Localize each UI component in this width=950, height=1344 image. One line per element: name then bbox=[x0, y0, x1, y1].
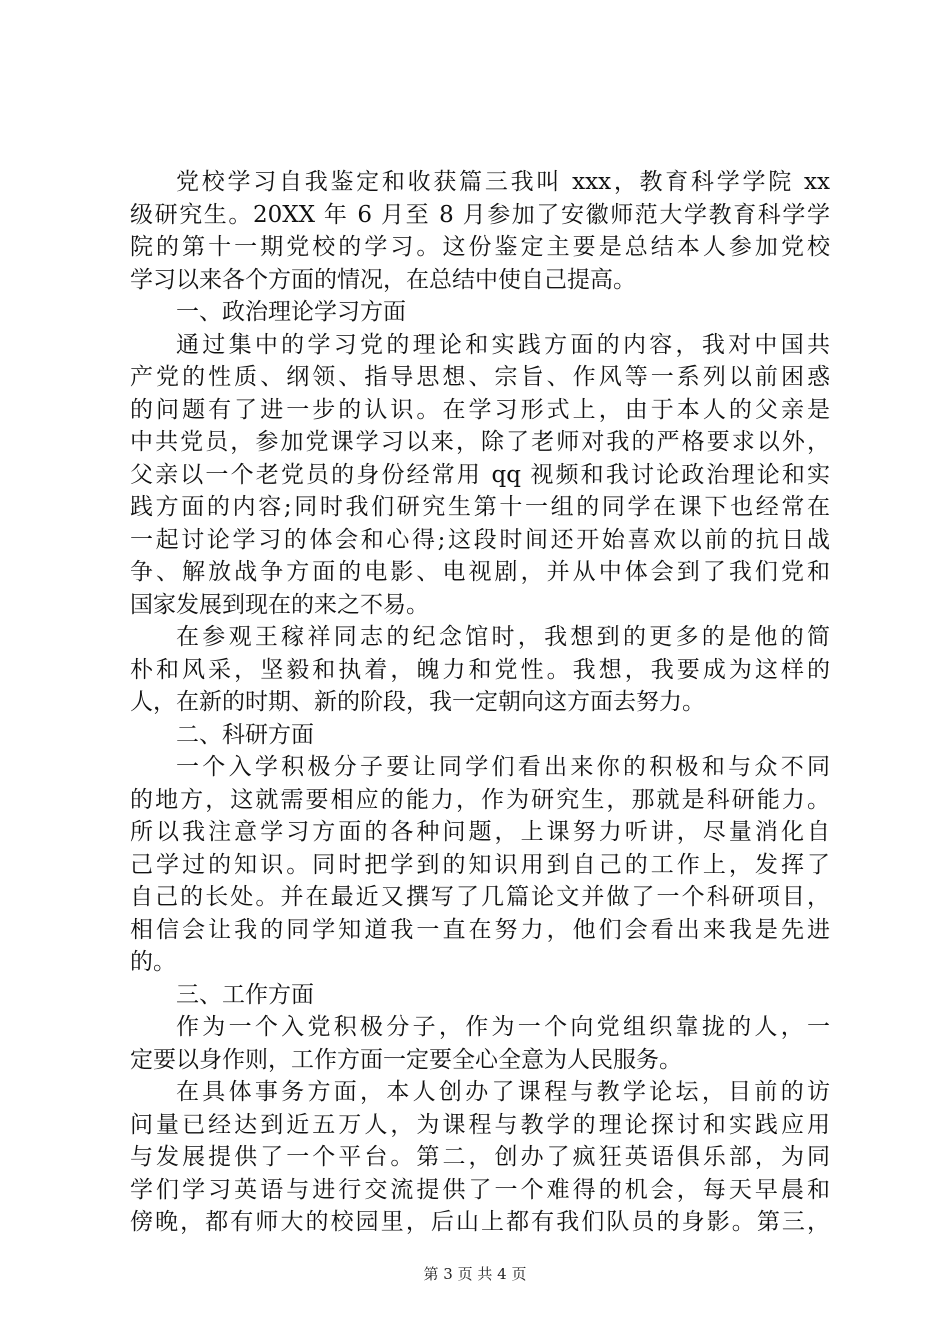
text-line: 一个入学积极分子要让同学们看出来你的积极和与众不同 bbox=[176, 754, 830, 780]
text-line: 中共党员，参加党课学习以来，除了老师对我的严格要求以外， bbox=[130, 429, 830, 455]
text-line: 在具体事务方面，本人创办了课程与教学论坛，目前的访 bbox=[176, 1079, 830, 1105]
text-line: 学们学习英语与进行交流提供了一个难得的机会，每天早晨和 bbox=[130, 1176, 830, 1203]
text-line: 党校学习自我鉴定和收获篇三我叫 xxx，教育科学学院 xx bbox=[176, 169, 830, 195]
text-line: 级研究生。20XX 年 6 月至 8 月参加了安徽师范大学教育科学学 bbox=[130, 201, 830, 228]
text-line: 人，在新的时期、新的阶段，我一定朝向这方面去努力。 bbox=[130, 689, 705, 715]
text-line: 傍晚，都有师大的校园里，后山上都有我们队员的身影。第三， bbox=[130, 1209, 830, 1235]
text-line: 与发展提供了一个平台。第二，创办了疯狂英语俱乐部，为同 bbox=[130, 1144, 830, 1170]
text-line: 在参观王稼祥同志的纪念馆时，我想到的更多的是他的简 bbox=[176, 624, 830, 650]
text-line: 国家发展到现在的来之不易。 bbox=[130, 591, 429, 618]
text-line: 践方面的内容;同时我们研究生第十一组的同学在课下也经常在 bbox=[130, 494, 830, 520]
text-line: 相信会让我的同学知道我一直在努力，他们会看出来我是先进 bbox=[130, 916, 830, 943]
text-line: 三、工作方面 bbox=[176, 981, 314, 1008]
text-line: 所以我注意学习方面的各种问题，上课努力听讲，尽量消化自 bbox=[130, 819, 830, 845]
text-line: 的。 bbox=[130, 949, 176, 975]
text-line: 通过集中的学习党的理论和实践方面的内容，我对中国共 bbox=[176, 331, 830, 358]
text-line: 的地方，这就需要相应的能力，作为研究生，那就是科研能力。 bbox=[130, 786, 830, 813]
text-line: 问量已经达到近五万人，为课程与教学的理论探讨和实践应用 bbox=[130, 1111, 830, 1138]
text-line: 的问题有了进一步的认识。在学习形式上，由于本人的父亲是 bbox=[130, 396, 830, 423]
document-body bbox=[130, 166, 830, 1239]
text-line: 一、政治理论学习方面 bbox=[176, 299, 406, 325]
text-line: 自己的长处。并在最近又撰写了几篇论文并做了一个科研项目， bbox=[130, 884, 830, 910]
text-line: 父亲以一个老党员的身份经常用 qq 视频和我讨论政治理论和实 bbox=[130, 461, 830, 488]
text-line: 作为一个入党积极分子，作为一个向党组织靠拢的人，一 bbox=[176, 1014, 830, 1040]
text-line: 一起讨论学习的体会和心得;这段时间还开始喜欢以前的抗日战 bbox=[130, 526, 830, 553]
text-line: 二、科研方面 bbox=[176, 721, 314, 748]
text-line: 定要以身作则，工作方面一定要全心全意为人民服务。 bbox=[130, 1046, 682, 1073]
text-line: 院的第十一期党校的学习。这份鉴定主要是总结本人参加党校 bbox=[130, 234, 830, 260]
text-line: 产党的性质、纲领、指导思想、宗旨、作风等一系列以前困惑 bbox=[130, 364, 830, 390]
text-line: 朴和风采，坚毅和执着，魄力和党性。我想，我要成为这样的 bbox=[130, 656, 830, 683]
page-number-footer: 第 3 页 共 4 页 bbox=[423, 1265, 527, 1283]
text-line: 学习以来各个方面的情况，在总结中使自己提高。 bbox=[130, 266, 636, 293]
text-line: 争、解放战争方面的电影、电视剧，并从中体会到了我们党和 bbox=[130, 559, 830, 585]
text-line: 己学过的知识。同时把学到的知识用到自己的工作上，发挥了 bbox=[130, 851, 830, 878]
